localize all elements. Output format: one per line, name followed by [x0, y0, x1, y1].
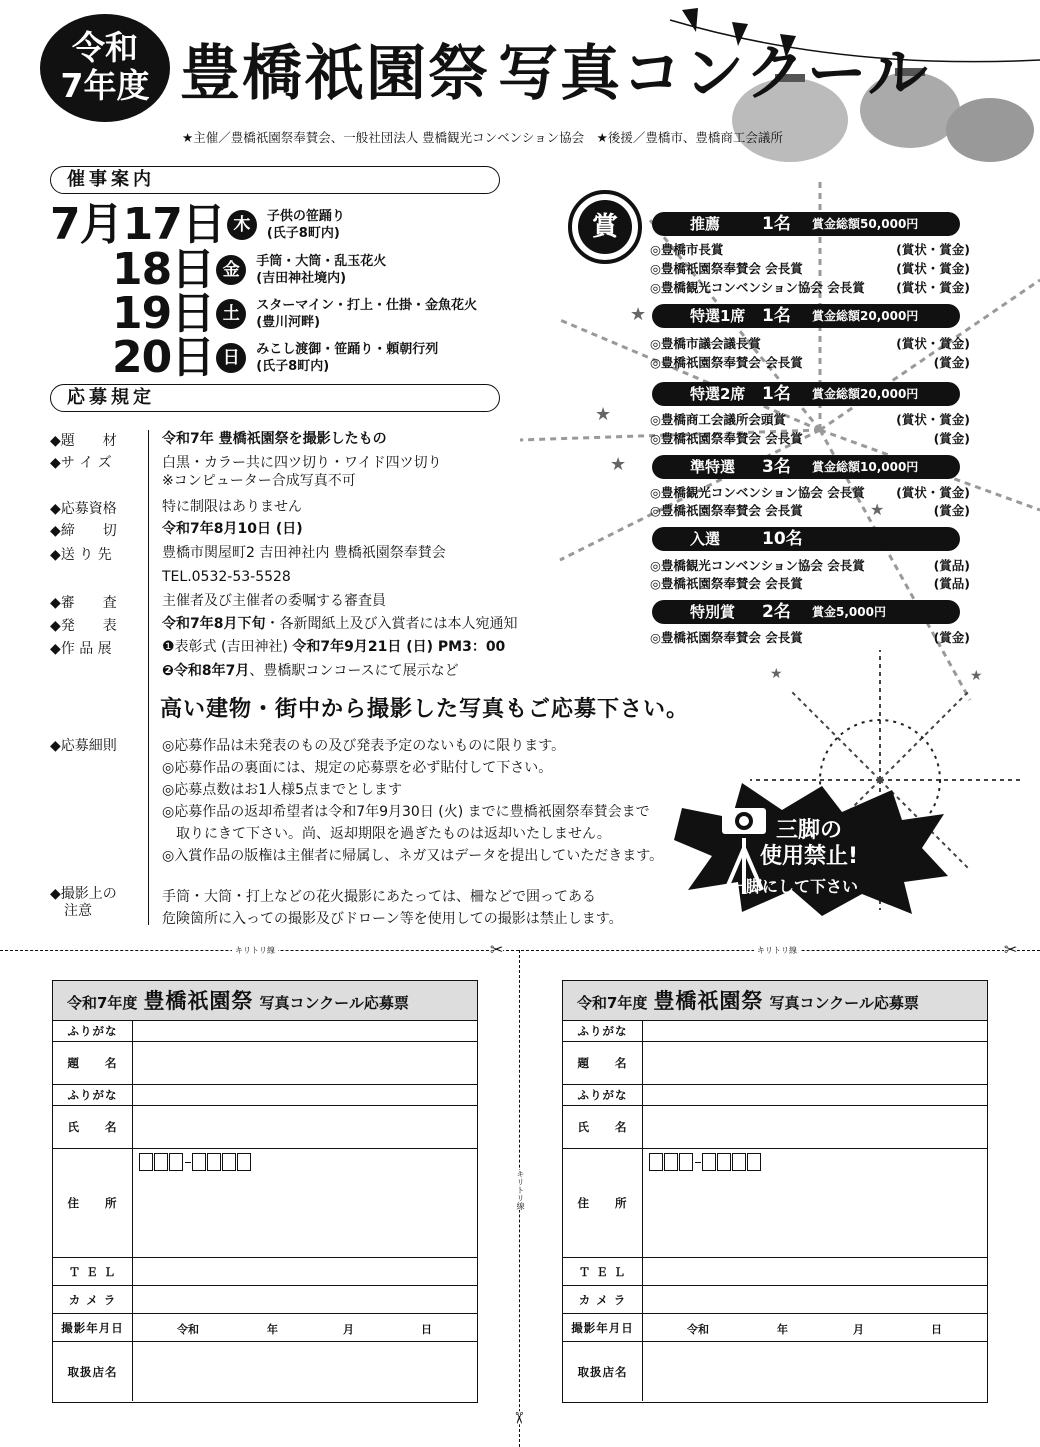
tripod-warning [730, 818, 859, 897]
date-era: 令和 [687, 1323, 709, 1336]
award-name: ◎豊橋商工会議所会頭賞 [650, 412, 786, 427]
tel-label: Ｔ Ｅ Ｌ [563, 1258, 643, 1285]
prize-badge-label: 賞 [578, 200, 632, 254]
furigana-label: ふりがな [563, 1085, 643, 1105]
schedule-event: 子供の笹踊り [266, 209, 345, 224]
tel-field[interactable] [133, 1258, 477, 1285]
award-item [650, 501, 970, 519]
highlight-message: 高い建物・街中から撮影した写真もご応募下さい。 [160, 697, 690, 722]
award-item [650, 410, 970, 428]
svg-text:★: ★ [770, 666, 783, 682]
name-furigana-field[interactable] [643, 1085, 987, 1105]
rule-detail: ◎応募作品は未発表のもの及び発表予定のないものに限ります。 [162, 738, 566, 754]
prize-tier-count: 2名 [762, 602, 791, 622]
scissors-icon: ✂ [490, 940, 504, 959]
shop-label: 取扱店名 [53, 1342, 133, 1401]
postal-code-boxes [649, 1153, 762, 1171]
rule-value-size-note: ※コンピューター合成写真不可 [162, 473, 356, 489]
schedule-place: (氏子8町内) [266, 226, 340, 241]
address-field[interactable] [133, 1149, 477, 1257]
award-name: ◎豊橋祇園祭奉賛会 会長賞 [650, 431, 803, 446]
shop-label: 取扱店名 [563, 1342, 643, 1401]
form-title-year: 令和7年度 [67, 994, 138, 1012]
form-title-festival: 豊橋祇園祭 [653, 988, 764, 1013]
schedule-row [112, 244, 387, 295]
rule-label-caution-2: 注意 [50, 903, 92, 919]
name-furigana-field[interactable] [133, 1085, 477, 1105]
day-of-week-badge: 金 [216, 255, 246, 285]
rule-value-size: 白黒・カラー共に四ツ切り・ワイド四ツ切り [162, 455, 442, 471]
prize-badge [568, 190, 642, 264]
prize-tier-bar [652, 304, 960, 328]
prize-tier-count: 1名 [762, 306, 791, 326]
shoot-date-label: 撮影年月日 [563, 1314, 643, 1341]
award-name: ◎豊橋観光コンベンション協会 会長賞 [650, 485, 865, 500]
svg-text:★: ★ [970, 668, 983, 684]
entry-form-right [562, 980, 988, 1403]
prize-tier-name: 特選1席 [690, 307, 746, 325]
cut-line-horizontal [0, 950, 1040, 951]
tel-label: Ｔ Ｅ Ｌ [53, 1258, 133, 1285]
rule-label-deadline: ◆締 切 [50, 523, 117, 539]
award-reward: (賞品) [933, 576, 970, 591]
furigana-label: ふりがな [53, 1021, 133, 1041]
svg-text:★: ★ [870, 500, 885, 519]
rule-value-announce: ・各新聞紙上及び入賞者には本人宛通知 [265, 616, 518, 632]
form-title-contest: 写真コンクール応募票 [769, 994, 919, 1012]
award-reward: (賞金) [933, 503, 970, 518]
year-badge-line1: 令和 [72, 28, 138, 67]
form-title-contest: 写真コンクール応募票 [259, 994, 409, 1012]
prize-tier-bar [652, 212, 960, 236]
date-year: 年 [267, 1323, 278, 1336]
svg-text:★: ★ [595, 404, 612, 425]
schedule-date: 20日 [112, 332, 215, 383]
rule-label-exhibit: ◆作 品 展 [50, 641, 112, 657]
scissors-icon: ✂ [509, 1411, 529, 1425]
prize-tier-total: 賞金総額20,000円 [812, 387, 919, 401]
award-reward: (賞状・賞金) [896, 412, 970, 427]
award-reward: (賞金) [933, 431, 970, 446]
address-label: 住 所 [53, 1149, 133, 1257]
title-contest: 写真コンクール [498, 39, 930, 109]
rule-label-judge: ◆審 査 [50, 595, 117, 611]
prize-tier-name: 推薦 [690, 215, 721, 233]
prize-tier-bar [652, 455, 960, 479]
rule-label-send: ◆送 り 先 [50, 547, 112, 563]
schedule-event: スターマイン・打上・仕掛・金魚花火 [256, 298, 477, 313]
tripod-warning-line2: 使用禁止! [760, 844, 859, 869]
name-field[interactable] [643, 1106, 987, 1148]
award-name: ◎豊橋観光コンベンション協会 会長賞 [650, 558, 865, 573]
rule-value-exhibit-date: ❷令和8年7月 [162, 663, 250, 679]
prize-tier-total: 賞金5,000円 [812, 605, 886, 619]
rule-label-details: ◆応募細則 [50, 738, 117, 754]
rule-label-caution: ◆撮影上の [50, 886, 117, 902]
schedule-place: (氏子8町内) [256, 359, 330, 374]
prize-tier-name: 特別賞 [690, 603, 736, 621]
entry-form-left [52, 980, 478, 1403]
rule-label-eligibility: ◆応募資格 [50, 501, 117, 517]
rule-value-announce-date: 令和7年8月下旬 [162, 616, 266, 632]
prize-tier-name: 入選 [690, 530, 721, 548]
date-era: 令和 [177, 1323, 199, 1336]
schedule-row [50, 199, 345, 250]
prize-tier-bar [652, 600, 960, 624]
rule-value-judge: 主催者及び主催者の委嘱する審査員 [162, 593, 386, 609]
title-furigana-field[interactable] [643, 1021, 987, 1041]
schedule-row [112, 332, 439, 383]
address-field[interactable] [643, 1149, 987, 1257]
postal-code-boxes [139, 1153, 252, 1171]
prize-tier-count: 10名 [762, 529, 803, 549]
entry-form-title [563, 981, 987, 1021]
shoot-date-field[interactable] [643, 1314, 987, 1341]
camera-label: カ メ ラ [53, 1286, 133, 1313]
cut-label: キリトリ線 [232, 945, 278, 956]
date-day: 日 [931, 1323, 942, 1336]
prize-tier-bar [652, 382, 960, 406]
award-name: ◎豊橋祇園祭奉賛会 会長賞 [650, 261, 803, 276]
shop-field[interactable] [643, 1342, 987, 1401]
award-item [650, 278, 970, 296]
award-item [650, 429, 970, 447]
award-name: ◎豊橋祇園祭奉賛会 会長賞 [650, 576, 803, 591]
rule-caution: 危険箇所に入っての撮影及びドローン等を使用しての撮影は禁止します。 [162, 911, 623, 927]
rule-value-tel: TEL.0532-53-5528 [162, 569, 291, 585]
schedule-date: 7月17日 [50, 199, 225, 250]
rule-detail: 取りにきて下さい。尚、返却期限を過ぎたものは返却いたしません。 [162, 826, 611, 842]
title-field[interactable] [643, 1042, 987, 1084]
title-furigana-field[interactable] [133, 1021, 477, 1041]
schedule-place: (吉田神社境内) [256, 271, 347, 286]
schedule-place: (豊川河畔) [256, 315, 321, 330]
award-reward: (賞状・賞金) [896, 485, 970, 500]
tripod-warning-line1: 三脚の [776, 818, 843, 843]
prize-tier-count: 1名 [762, 214, 791, 234]
prize-tier-name: 特選2席 [690, 385, 746, 403]
award-reward: (賞状・賞金) [896, 336, 970, 351]
award-item [650, 240, 970, 258]
award-name: ◎豊橋祇園祭奉賛会 会長賞 [650, 630, 803, 645]
camera-field[interactable] [643, 1286, 987, 1313]
prize-tier-count: 1名 [762, 384, 791, 404]
rules-heading: 応募規定 [50, 384, 500, 412]
furigana-label: ふりがな [53, 1085, 133, 1105]
award-item [650, 483, 970, 501]
name-label: 氏 名 [563, 1106, 643, 1148]
rule-label-announce: ◆発 表 [50, 618, 117, 634]
svg-text:★: ★ [610, 454, 627, 475]
prize-tier-name: 準特選 [690, 458, 736, 476]
name-field[interactable] [133, 1106, 477, 1148]
prize-tier-bar [652, 527, 960, 551]
award-item [650, 556, 970, 574]
rule-value-theme: 令和7年 豊橋祇園祭を撮影したもの [162, 431, 387, 447]
award-name: ◎豊橋市長賞 [650, 242, 724, 257]
prize-tier-count: 3名 [762, 457, 791, 477]
schedule-date: 19日 [112, 288, 215, 339]
rule-value-deadline: 令和7年8月10日 (日) [162, 521, 303, 537]
schedule-date: 18日 [112, 244, 215, 295]
name-label: 氏 名 [53, 1106, 133, 1148]
award-reward: (賞金) [933, 355, 970, 370]
shop-field[interactable] [133, 1342, 477, 1401]
award-name: ◎豊橋市議会議長賞 [650, 336, 761, 351]
year-badge-line2: 7年度 [60, 66, 150, 105]
rule-detail: ◎応募作品の裏面には、規定の応募票を必ず貼付して下さい。 [162, 760, 553, 776]
year-badge [40, 14, 170, 122]
page-title [180, 26, 930, 112]
award-name: ◎豊橋観光コンベンション協会 会長賞 [650, 280, 865, 295]
award-name: ◎豊橋祇園祭奉賛会 会長賞 [650, 355, 803, 370]
day-of-week-badge: 日 [216, 343, 246, 373]
rule-value-ceremony-date: 令和7年9月21日 (日) PM3：00 [292, 639, 506, 655]
award-item [650, 628, 970, 646]
camera-field[interactable] [133, 1286, 477, 1313]
shoot-date-field[interactable] [133, 1314, 477, 1341]
date-day: 日 [421, 1323, 432, 1336]
award-item [650, 353, 970, 371]
rule-value-eligibility: 特に制限はありません [162, 499, 302, 515]
award-reward: (賞状・賞金) [896, 242, 970, 257]
date-month: 月 [853, 1323, 864, 1336]
award-reward: (賞状・賞金) [896, 261, 970, 276]
award-item [650, 334, 970, 352]
entry-form-title [53, 981, 477, 1021]
cut-label: キリトリ線 [754, 945, 800, 956]
rule-detail: ◎応募点数はお1人様5点までとします [162, 782, 403, 798]
schedule-heading: 催事案内 [50, 166, 500, 194]
date-year: 年 [777, 1323, 788, 1336]
award-reward: (賞状・賞金) [896, 280, 970, 295]
rule-value-address: 豊橋市関屋町2 吉田神社内 豊橋祇園祭奉賛会 [162, 545, 446, 561]
tel-field[interactable] [643, 1258, 987, 1285]
rule-detail: ◎入賞作品の版権は主催者に帰属し、ネガ又はデータを提出していただきます。 [162, 848, 664, 864]
prize-tier-total: 賞金総額10,000円 [812, 460, 919, 474]
prize-tier-total: 賞金総額50,000円 [812, 217, 919, 231]
form-title-year: 令和7年度 [577, 994, 648, 1012]
rule-detail: ◎応募作品の返却希望者は令和7年9月30日 (火) までに豊橋祇園祭奉賛会まで [162, 804, 650, 820]
title-label: 題 名 [563, 1042, 643, 1084]
address-label: 住 所 [563, 1149, 643, 1257]
date-month: 月 [343, 1323, 354, 1336]
day-of-week-badge: 土 [216, 299, 246, 329]
award-reward: (賞金) [933, 630, 970, 645]
rule-label-theme: ◆題 材 [50, 433, 117, 449]
award-item [650, 574, 970, 592]
award-reward: (賞品) [933, 558, 970, 573]
day-of-week-badge: 木 [227, 210, 257, 240]
rule-label-size: ◆サ イ ズ [50, 455, 112, 471]
prize-tier-total: 賞金総額20,000円 [812, 309, 919, 323]
title-label: 題 名 [53, 1042, 133, 1084]
rule-value-ceremony: ❶表彰式 (吉田神社) [162, 639, 293, 655]
title-field[interactable] [133, 1042, 477, 1084]
schedule-event: 手筒・大筒・乱玉花火 [256, 254, 387, 269]
form-title-festival: 豊橋祇園祭 [143, 988, 254, 1013]
award-item [650, 259, 970, 277]
shoot-date-label: 撮影年月日 [53, 1314, 133, 1341]
tripod-warning-line3: 一脚にして下さい [730, 877, 859, 896]
cut-label: キリトリ線 [512, 1170, 529, 1210]
camera-label: カ メ ラ [563, 1286, 643, 1313]
sponsors-text: ★主催／豊橋祇園祭奉賛会、一般社団法人 豊橋観光コンベンション協会 ★後援／豊橋市、豊橋商工会議所 [182, 130, 783, 145]
award-name: ◎豊橋祇園祭奉賛会 会長賞 [650, 503, 803, 518]
furigana-label: ふりがな [563, 1021, 643, 1041]
title-festival: 豊橋祇園祭 [180, 39, 490, 109]
scissors-icon: ✂ [1004, 940, 1018, 959]
rule-caution: 手筒・大筒・打上などの花火撮影にあたっては、柵などで囲ってある [162, 889, 596, 905]
schedule-event: みこし渡御・笹踊り・頼朝行列 [256, 342, 439, 357]
schedule-row [112, 288, 477, 339]
rule-value-exhibit: 、豊橋駅コンコースにて展示など [249, 663, 459, 679]
svg-text:★: ★ [630, 304, 647, 325]
